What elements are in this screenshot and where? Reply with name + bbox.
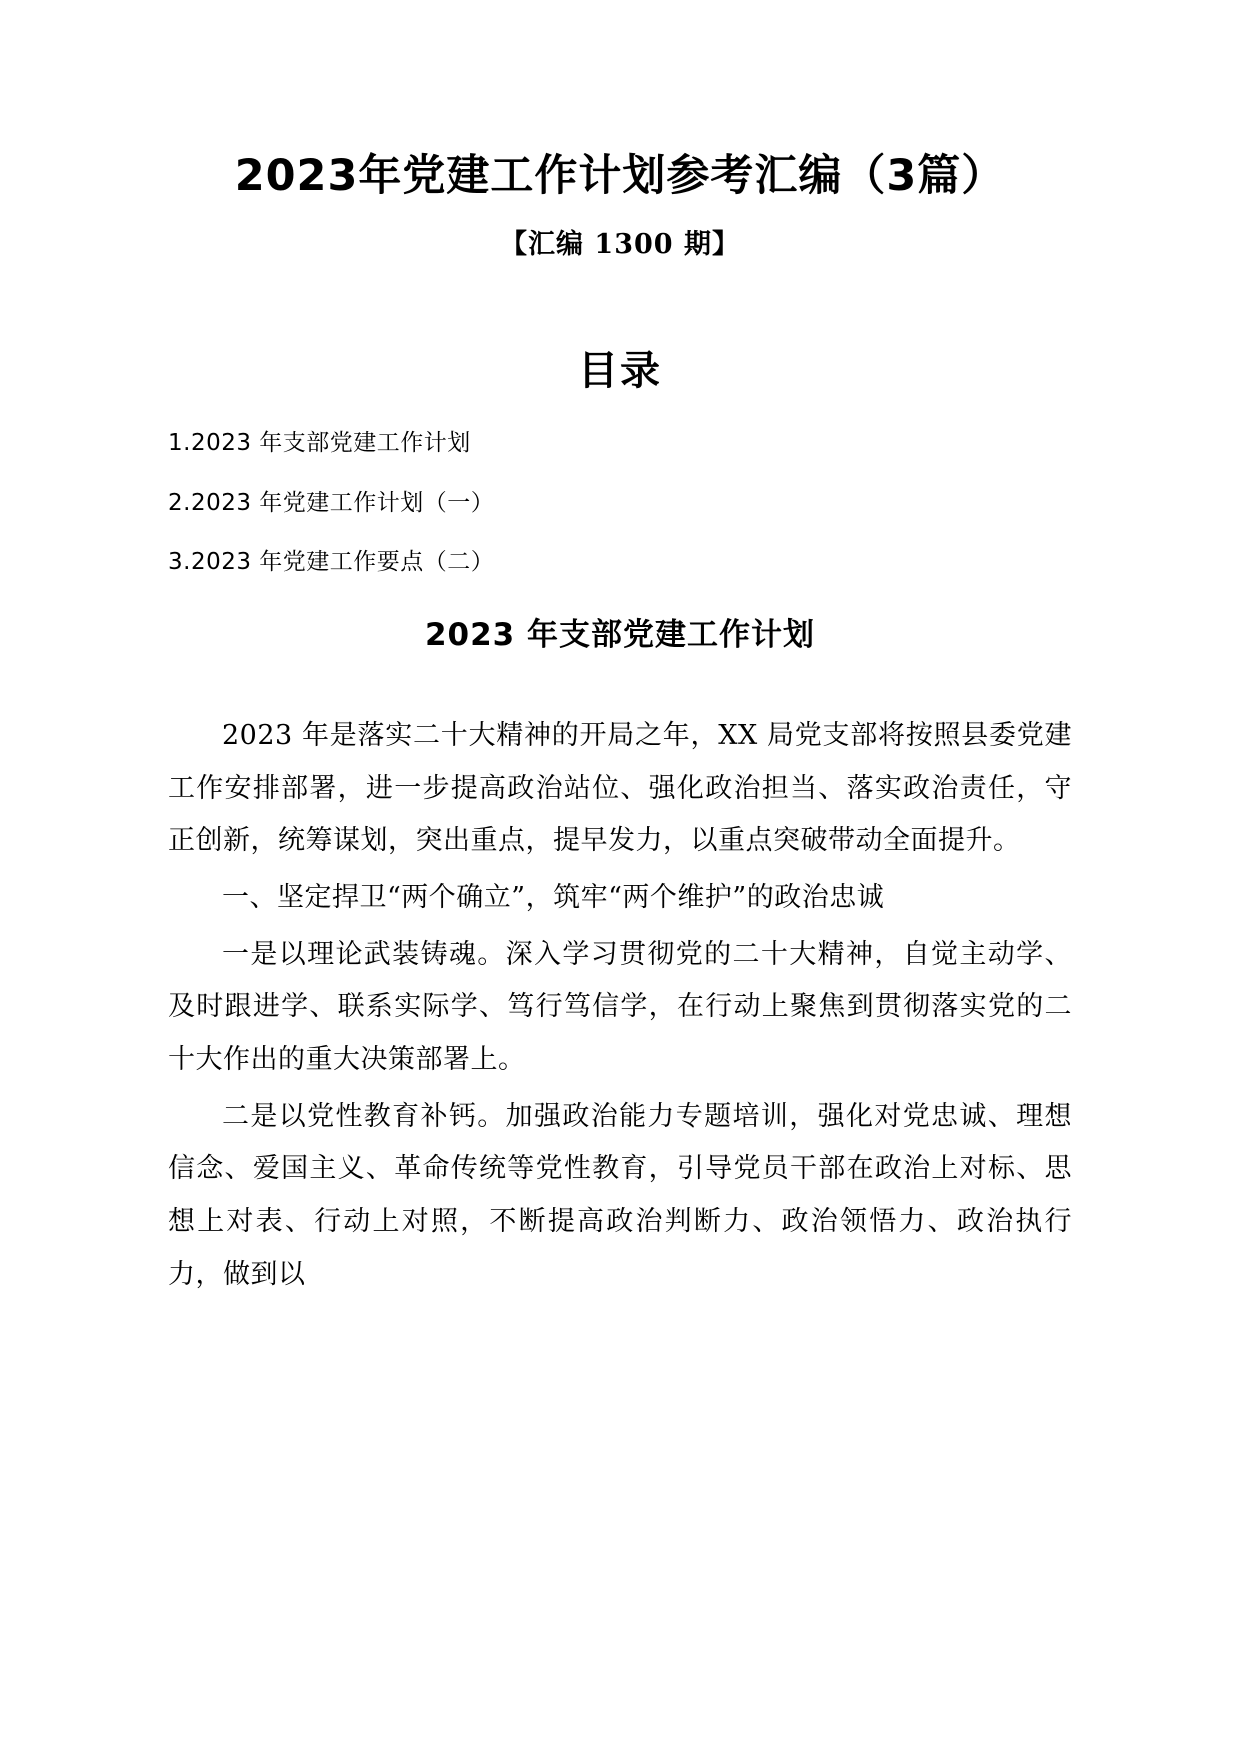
toc-entry[interactable]: 3.2023 年党建工作要点（二） [168, 549, 495, 576]
body-paragraph: 一、坚定捍卫“两个确立”，筑牢“两个维护”的政治忠诚 [222, 882, 885, 914]
document-body [168, 710, 1072, 1301]
section-title: 2023 年支部党建工作计划 [424, 617, 816, 654]
document-subtitle: 【汇编 1300 期】 [500, 228, 740, 260]
toc-entry[interactable]: 2.2023 年党建工作计划（一） [168, 489, 495, 516]
document-title: 2023年党建工作计划参考汇编（3篇） [234, 151, 1006, 201]
table-of-contents-heading: 目录 [578, 347, 662, 394]
table-of-contents-list [168, 414, 1072, 593]
body-paragraph: 一是以理论武装铸魂。深入学习贯彻党的二十大精神，自觉主动学、及时跟进学、联系实际学、笃行笃信学，在行动上聚焦到贯彻落实党的二十大作出的重大决策部署上。 [168, 938, 1072, 1075]
body-paragraph: 2023 年是落实二十大精神的开局之年，XX 局党支部将按照县委党建工作安排部署，进一步提高政治站位、强化政治担当、落实政治责任，守正创新，统筹谋划，突出重点，提早发力，以重点突破带动全面提升。 [168, 720, 1072, 857]
toc-entry[interactable]: 1.2023 年支部党建工作计划 [168, 429, 471, 456]
body-paragraph: 二是以党性教育补钙。加强政治能力专题培训，强化对党忠诚、理想信念、爱国主义、革命传统等党性教育，引导党员干部在政治上对标、思想上对表、行动上对照，不断提高政治判断力、政治领悟力、政治执行力，做到以 [168, 1100, 1072, 1290]
